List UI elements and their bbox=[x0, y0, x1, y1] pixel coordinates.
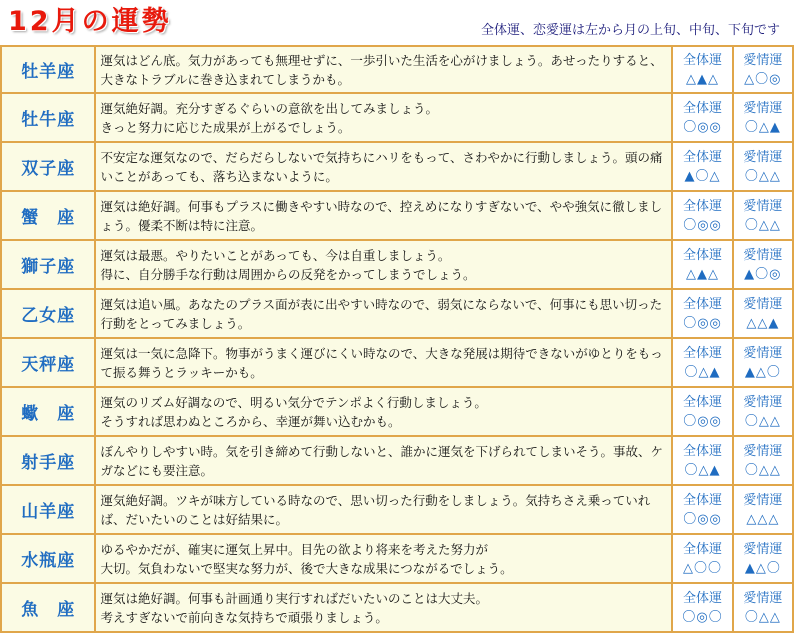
sign-name: 牡牛座 bbox=[0, 94, 96, 143]
overall-luck-marks: 〇△▲ bbox=[684, 364, 721, 380]
overall-luck-marks: 〇△▲ bbox=[684, 462, 721, 478]
love-luck-marks: △〇◎ bbox=[744, 71, 782, 87]
table-row bbox=[0, 339, 794, 388]
overall-luck-cell bbox=[673, 486, 733, 535]
fortune-text: 運気は絶好調。何事もプラスに働きやすい時なので、控えめになりすぎないで、やや強気に徹しましょう。優柔不断は特に注意。 bbox=[100, 198, 663, 233]
overall-luck-label: 全体運 bbox=[683, 443, 723, 459]
header-note: 全体運、恋愛運は左から月の上旬、中旬、下旬です bbox=[480, 23, 780, 38]
love-luck-label: 愛情運 bbox=[743, 198, 783, 214]
overall-luck-marks: 〇◎◎ bbox=[683, 315, 722, 331]
table-row bbox=[0, 192, 794, 241]
sign-name: 牡羊座 bbox=[0, 45, 96, 94]
fortune-text: 運気絶好調。ツキが味方している時なので、思い切った行動をしましょう。気持ちさえ乗っていれば、だいたいのことは好結果に。 bbox=[100, 492, 651, 527]
sign-name: 乙女座 bbox=[0, 290, 96, 339]
love-luck-label: 愛情運 bbox=[743, 590, 783, 606]
table-row bbox=[0, 45, 794, 94]
overall-luck-marks: △▲△ bbox=[686, 71, 720, 87]
fortune-description bbox=[96, 584, 673, 633]
love-luck-marks: ▲△〇 bbox=[744, 364, 781, 380]
sign-name: 天秤座 bbox=[0, 339, 96, 388]
love-luck-cell bbox=[734, 192, 794, 241]
fortune-description bbox=[96, 290, 673, 339]
fortune-text: 不安定な運気なので、だらだらしないで気持ちにハリをもって、さわやかに行動しましょう。頭の痛いことがあっても、落ち込まないように。 bbox=[100, 149, 663, 184]
sign-name: 射手座 bbox=[0, 437, 96, 486]
page-title: 12月の運勢 bbox=[8, 6, 172, 37]
love-luck-marks: △△▲ bbox=[746, 315, 780, 331]
love-luck-marks: 〇△△ bbox=[744, 168, 781, 184]
love-luck-label: 愛情運 bbox=[743, 100, 783, 116]
fortune-description bbox=[96, 535, 673, 584]
fortune-text: 運気は絶好調。何事も計画通り実行すればだいたいのことは大丈夫。 考えすぎないで前向きな気持ちで頑張りましょう。 bbox=[100, 590, 488, 625]
overall-luck-label: 全体運 bbox=[683, 541, 723, 557]
overall-luck-label: 全体運 bbox=[683, 590, 723, 606]
sign-name: 蟹 座 bbox=[0, 192, 96, 241]
overall-luck-cell bbox=[673, 437, 733, 486]
overall-luck-cell bbox=[673, 584, 733, 633]
overall-luck-cell bbox=[673, 241, 733, 290]
fortune-description bbox=[96, 437, 673, 486]
overall-luck-cell bbox=[673, 143, 733, 192]
fortune-text: 運気絶好調。充分すぎるぐらいの意欲を出してみましょう。 きっと努力に応じた成果が上がるでしょう。 bbox=[100, 100, 438, 135]
love-luck-cell bbox=[734, 241, 794, 290]
love-luck-label: 愛情運 bbox=[743, 394, 783, 410]
overall-luck-label: 全体運 bbox=[683, 492, 723, 508]
table-row bbox=[0, 290, 794, 339]
overall-luck-marks: 〇◎◎ bbox=[683, 119, 722, 135]
love-luck-marks: 〇△△ bbox=[744, 609, 781, 625]
love-luck-cell bbox=[734, 290, 794, 339]
table-row bbox=[0, 143, 794, 192]
overall-luck-label: 全体運 bbox=[683, 394, 723, 410]
love-luck-cell bbox=[734, 584, 794, 633]
overall-luck-label: 全体運 bbox=[683, 198, 723, 214]
overall-luck-marks: 〇◎◎ bbox=[683, 511, 722, 527]
overall-luck-marks: 〇◎◎ bbox=[683, 413, 722, 429]
overall-luck-label: 全体運 bbox=[683, 52, 723, 68]
table-row bbox=[0, 388, 794, 437]
fortune-description bbox=[96, 241, 673, 290]
love-luck-marks: 〇△▲ bbox=[744, 119, 781, 135]
love-luck-cell bbox=[734, 535, 794, 584]
table-row bbox=[0, 241, 794, 290]
table-row bbox=[0, 94, 794, 143]
sign-name: 水瓶座 bbox=[0, 535, 96, 584]
love-luck-marks: 〇△△ bbox=[744, 462, 781, 478]
table-row bbox=[0, 486, 794, 535]
love-luck-marks: ▲△〇 bbox=[744, 560, 781, 576]
header bbox=[0, 0, 794, 44]
overall-luck-cell bbox=[673, 290, 733, 339]
fortune-description bbox=[96, 94, 673, 143]
fortune-description bbox=[96, 45, 673, 94]
love-luck-cell bbox=[734, 388, 794, 437]
love-luck-cell bbox=[734, 486, 794, 535]
overall-luck-cell bbox=[673, 192, 733, 241]
fortune-description bbox=[96, 339, 673, 388]
love-luck-cell bbox=[734, 45, 794, 94]
love-luck-label: 愛情運 bbox=[743, 443, 783, 459]
overall-luck-marks: △▲△ bbox=[686, 266, 720, 282]
overall-luck-cell bbox=[673, 94, 733, 143]
overall-luck-cell bbox=[673, 45, 733, 94]
fortune-table bbox=[0, 45, 794, 633]
overall-luck-cell bbox=[673, 535, 733, 584]
overall-luck-marks: 〇◎◎ bbox=[683, 217, 722, 233]
love-luck-marks: ▲〇◎ bbox=[744, 266, 782, 282]
love-luck-cell bbox=[734, 339, 794, 388]
overall-luck-marks: 〇◎〇 bbox=[682, 609, 723, 625]
love-luck-label: 愛情運 bbox=[743, 149, 783, 165]
love-luck-marks: 〇△△ bbox=[744, 413, 781, 429]
love-luck-marks: △△△ bbox=[746, 511, 780, 527]
love-luck-label: 愛情運 bbox=[743, 492, 783, 508]
fortune-description bbox=[96, 143, 673, 192]
overall-luck-marks: ▲〇△ bbox=[684, 168, 721, 184]
fortune-description bbox=[96, 192, 673, 241]
love-luck-label: 愛情運 bbox=[743, 345, 783, 361]
table-row bbox=[0, 584, 794, 633]
love-luck-label: 愛情運 bbox=[743, 52, 783, 68]
fortune-text: 運気は追い風。あなたのプラス面が表に出やすい時なので、弱気にならないで、何事にも思い切った行動をとってみましょう。 bbox=[100, 296, 663, 331]
overall-luck-label: 全体運 bbox=[683, 345, 723, 361]
fortune-text: 運気は一気に急降下。物事がうまく運びにくい時なので、大きな発展は期待できないがゆとりをもって振る舞うとラッキーかも。 bbox=[100, 345, 663, 380]
fortune-text: 運気のリズム好調なので、明るい気分でテンポよく行動しましょう。 そうすれば思わぬところから、幸運が舞い込むかも。 bbox=[100, 394, 487, 429]
overall-luck-label: 全体運 bbox=[683, 100, 723, 116]
love-luck-label: 愛情運 bbox=[743, 247, 783, 263]
love-luck-label: 愛情運 bbox=[743, 296, 783, 312]
overall-luck-label: 全体運 bbox=[683, 296, 723, 312]
love-luck-cell bbox=[734, 437, 794, 486]
sign-name: 山羊座 bbox=[0, 486, 96, 535]
overall-luck-cell bbox=[673, 388, 733, 437]
table-row bbox=[0, 535, 794, 584]
table-row bbox=[0, 437, 794, 486]
overall-luck-label: 全体運 bbox=[683, 149, 723, 165]
sign-name: 双子座 bbox=[0, 143, 96, 192]
love-luck-cell bbox=[734, 143, 794, 192]
fortune-rows bbox=[0, 45, 794, 633]
fortune-description bbox=[96, 486, 673, 535]
fortune-text: 運気はどん底。気力があっても無理せずに、一歩引いた生活を心がけましょう。あせったりすると、大きなトラブルに巻き込まれてしまうかも。 bbox=[100, 52, 663, 87]
overall-luck-marks: △〇〇 bbox=[683, 560, 723, 576]
fortune-text: ゆるやかだが、確実に運気上昇中。目先の欲より将来を考えた努力が 大切。気負わないで堅実な努力が、後で大きな成果につながるでしょう。 bbox=[100, 541, 513, 576]
overall-luck-cell bbox=[673, 339, 733, 388]
fortune-text: 運気は最悪。やりたいことがあっても、今は自重しましょう。 得に、自分勝手な行動は周囲からの反発をかってしまうでしょう。 bbox=[100, 247, 476, 282]
love-luck-cell bbox=[734, 94, 794, 143]
love-luck-label: 愛情運 bbox=[743, 541, 783, 557]
love-luck-marks: 〇△△ bbox=[744, 217, 781, 233]
sign-name: 魚 座 bbox=[0, 584, 96, 633]
overall-luck-label: 全体運 bbox=[683, 247, 723, 263]
fortune-description bbox=[96, 388, 673, 437]
fortune-text: ぼんやりしやすい時。気を引き締めて行動しないと、誰かに運気を下げられてしまいそう。事故、ケガなどにも要注意。 bbox=[100, 443, 663, 478]
sign-name: 獅子座 bbox=[0, 241, 96, 290]
sign-name: 蠍 座 bbox=[0, 388, 96, 437]
